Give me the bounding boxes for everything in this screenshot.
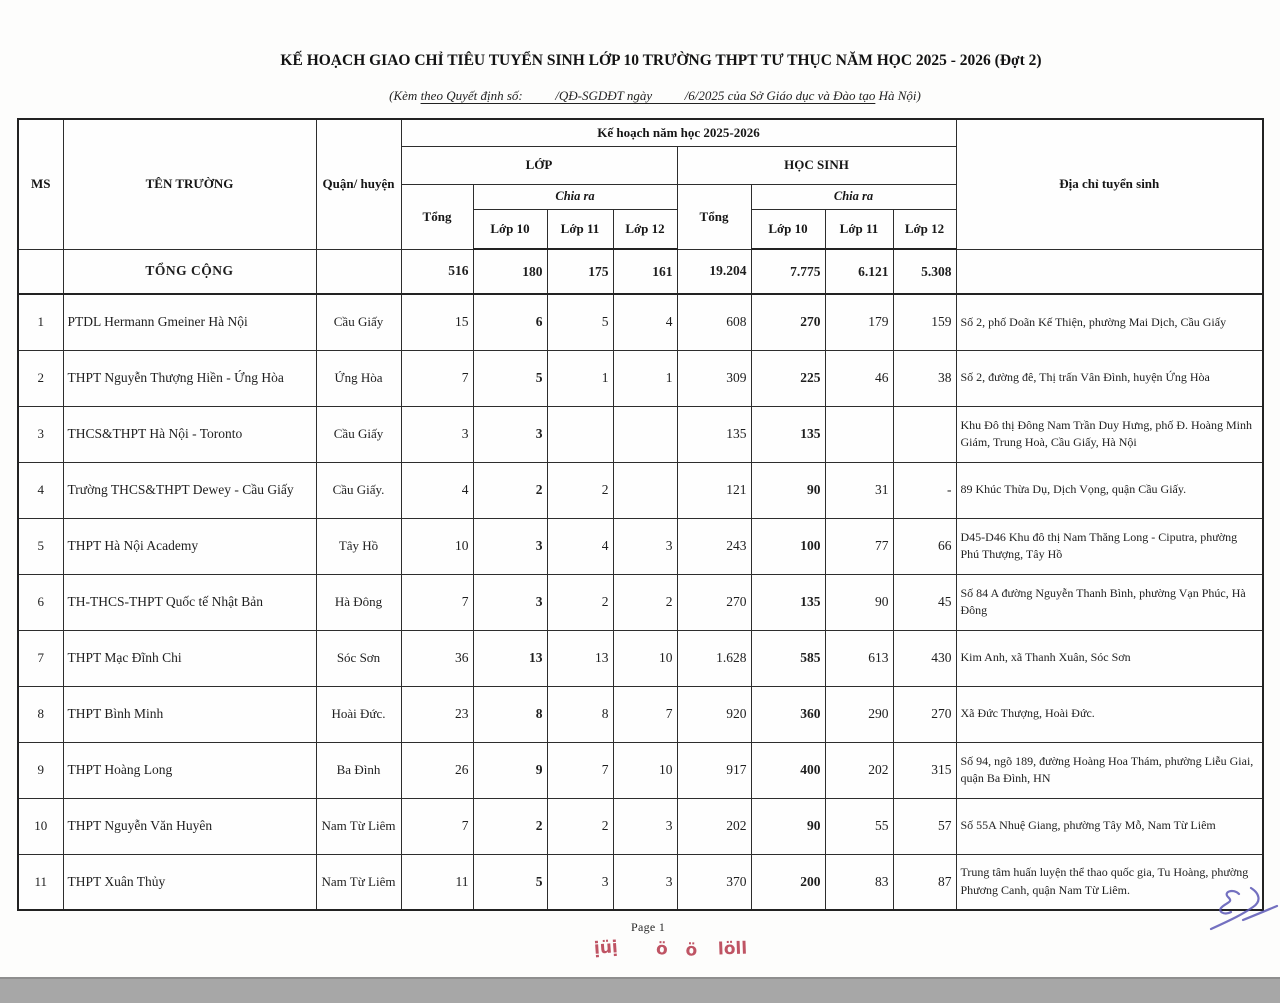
row-number: 200 — [751, 854, 825, 910]
table-row — [18, 462, 1263, 518]
row-number: 5 — [547, 294, 613, 350]
table-row — [18, 630, 1263, 686]
row-number: 83 — [825, 854, 893, 910]
scan-edge-bar — [0, 977, 1280, 1003]
row-address: Số 84 A đường Nguyễn Thanh Bình, phường Vạn Phúc, Hà Đông — [956, 574, 1263, 630]
row-number: 3 — [613, 854, 677, 910]
row-number: 7 — [401, 350, 473, 406]
page-title: KẾ HOẠCH GIAO CHỈ TIÊU TUYỂN SINH LỚP 10 TRƯỜNG THPT TƯ THỤC NĂM HỌC 2025 - 2026 (Đợt 2) — [280, 52, 1042, 69]
row-ms: 3 — [18, 406, 63, 462]
header-class-grade11: Lớp 11 — [547, 209, 613, 249]
table-row — [18, 798, 1263, 854]
row-number: 202 — [677, 798, 751, 854]
row-number: 135 — [751, 406, 825, 462]
row-number: 585 — [751, 630, 825, 686]
red-ink-scribble: ö ö — [655, 939, 704, 961]
row-number: 243 — [677, 518, 751, 574]
row-district: Hà Đông — [316, 574, 401, 630]
row-number: 13 — [473, 630, 547, 686]
row-number: 36 — [401, 630, 473, 686]
row-number: 9 — [473, 742, 547, 798]
row-number: 11 — [401, 854, 473, 910]
summary-class-g10: 180 — [473, 249, 547, 294]
header-student-grade10: Lớp 10 — [751, 209, 825, 249]
row-address: Số 2, đường đê, Thị trấn Vân Đình, huyện Ứng Hòa — [956, 350, 1263, 406]
summary-class-g12: 161 — [613, 249, 677, 294]
header-address: Địa chỉ tuyển sinh — [956, 119, 1263, 249]
row-number: 3 — [473, 518, 547, 574]
row-ms: 6 — [18, 574, 63, 630]
row-number: 45 — [893, 574, 956, 630]
row-number: 1 — [613, 350, 677, 406]
header-district: Quận/ huyện — [316, 119, 401, 249]
row-number: 26 — [401, 742, 473, 798]
table-body — [18, 249, 1263, 910]
row-number: 7 — [613, 686, 677, 742]
row-number: 917 — [677, 742, 751, 798]
row-number: 613 — [825, 630, 893, 686]
table-row — [18, 406, 1263, 462]
summary-class-total: 516 — [401, 249, 473, 294]
row-school-name: THPT Xuân Thủy — [63, 854, 316, 910]
row-number: 3 — [473, 574, 547, 630]
row-address: 89 Khúc Thừa Dụ, Dịch Vọng, quận Cầu Giấy. — [956, 462, 1263, 518]
row-ms: 8 — [18, 686, 63, 742]
subtitle-suffix: Hà Nội) — [875, 88, 921, 103]
row-district: Hoài Đức. — [316, 686, 401, 742]
row-district: Ba Đình — [316, 742, 401, 798]
row-address: Kim Anh, xã Thanh Xuân, Sóc Sơn — [956, 630, 1263, 686]
summary-address-empty — [956, 249, 1263, 294]
row-number: 7 — [547, 742, 613, 798]
row-school-name: TH-THCS-THPT Quốc tế Nhật Bản — [63, 574, 316, 630]
row-district: Cầu Giấy — [316, 294, 401, 350]
row-number: 4 — [547, 518, 613, 574]
row-number: 3 — [401, 406, 473, 462]
row-school-name: THPT Hoàng Long — [63, 742, 316, 798]
row-number: 90 — [751, 798, 825, 854]
row-number: 57 — [893, 798, 956, 854]
red-ink-scribble: löll — [717, 938, 748, 960]
header-class-group: LỚP — [401, 146, 677, 184]
row-number: 6 — [473, 294, 547, 350]
row-number: 7 — [401, 798, 473, 854]
row-number: 4 — [401, 462, 473, 518]
summary-ms-empty — [18, 249, 63, 294]
row-address: Khu Đô thị Đông Nam Trần Duy Hưng, phố Đ. Hoàng Minh Giám, Trung Hoà, Cầu Giấy, Hà Nội — [956, 406, 1263, 462]
table-row — [18, 742, 1263, 798]
header-ms: MS — [18, 119, 63, 249]
row-number: 225 — [751, 350, 825, 406]
page-number: Page 1 — [631, 920, 666, 934]
row-address: Số 55A Nhuệ Giang, phường Tây Mỗ, Nam Từ Liêm — [956, 798, 1263, 854]
row-number — [893, 406, 956, 462]
row-number — [613, 462, 677, 518]
row-number: 66 — [893, 518, 956, 574]
summary-label: TỔNG CỘNG — [63, 249, 316, 294]
summary-student-total: 19.204 — [677, 249, 751, 294]
row-number: 270 — [893, 686, 956, 742]
row-number: 100 — [751, 518, 825, 574]
row-number: 135 — [751, 574, 825, 630]
row-number: 159 — [893, 294, 956, 350]
subtitle-underlined: theo Quyết định số: /QĐ-SGDĐT ngày /6/2025 của Sở Giáo dục và Đào tạo — [420, 88, 876, 103]
row-school-name: THPT Bình Minh — [63, 686, 316, 742]
row-number: 370 — [677, 854, 751, 910]
row-number: 2 — [547, 798, 613, 854]
summary-student-g10: 7.775 — [751, 249, 825, 294]
row-number — [613, 406, 677, 462]
row-number: 77 — [825, 518, 893, 574]
row-number: 400 — [751, 742, 825, 798]
row-school-name: THPT Nguyễn Thượng Hiền - Ứng Hòa — [63, 350, 316, 406]
row-district: Nam Từ Liêm — [316, 798, 401, 854]
table-row — [18, 294, 1263, 350]
row-number: 4 — [613, 294, 677, 350]
row-number: 90 — [825, 574, 893, 630]
row-number: 309 — [677, 350, 751, 406]
subtitle-prefix: (Kèm — [389, 88, 421, 103]
row-number: 10 — [613, 742, 677, 798]
row-school-name: THPT Hà Nội Academy — [63, 518, 316, 574]
row-number: 38 — [893, 350, 956, 406]
table-row — [18, 574, 1263, 630]
row-school-name: PTDL Hermann Gmeiner Hà Nội — [63, 294, 316, 350]
header-student-group: HỌC SINH — [677, 146, 956, 184]
row-district: Nam Từ Liêm — [316, 854, 401, 910]
row-number — [547, 406, 613, 462]
row-ms: 4 — [18, 462, 63, 518]
row-address: Số 2, phố Doãn Kế Thiện, phường Mai Dịch, Cầu Giấy — [956, 294, 1263, 350]
row-number: 290 — [825, 686, 893, 742]
row-ms: 7 — [18, 630, 63, 686]
row-number: 46 — [825, 350, 893, 406]
row-ms: 10 — [18, 798, 63, 854]
row-number: 3 — [473, 406, 547, 462]
row-number: 87 — [893, 854, 956, 910]
row-address: Trung tâm huấn luyện thể thao quốc gia, Tu Hoàng, phường Phương Canh, quận Nam Từ Liêm. — [956, 854, 1263, 910]
header-student-grade11: Lớp 11 — [825, 209, 893, 249]
summary-student-g12: 5.308 — [893, 249, 956, 294]
row-number: 3 — [613, 518, 677, 574]
row-number: 270 — [751, 294, 825, 350]
row-number: 15 — [401, 294, 473, 350]
row-number: 1 — [547, 350, 613, 406]
row-number: 179 — [825, 294, 893, 350]
row-ms: 9 — [18, 742, 63, 798]
row-address: Số 94, ngõ 189, đường Hoàng Hoa Thám, phường Liễu Giai, quận Ba Đình, HN — [956, 742, 1263, 798]
row-ms: 11 — [18, 854, 63, 910]
row-number: 31 — [825, 462, 893, 518]
row-number: 920 — [677, 686, 751, 742]
enrollment-table — [17, 118, 1264, 911]
row-number: - — [893, 462, 956, 518]
header-class-grade10: Lớp 10 — [473, 209, 547, 249]
row-number: 270 — [677, 574, 751, 630]
row-number: 315 — [893, 742, 956, 798]
pen-signature-squiggle — [1193, 884, 1280, 942]
summary-student-g11: 6.121 — [825, 249, 893, 294]
row-district: Cầu Giấy — [316, 406, 401, 462]
summary-class-g11: 175 — [547, 249, 613, 294]
row-number: 3 — [613, 798, 677, 854]
summary-district-empty — [316, 249, 401, 294]
row-number: 13 — [547, 630, 613, 686]
row-number: 135 — [677, 406, 751, 462]
row-address: D45-D46 Khu đô thị Nam Thăng Long - Ciputra, phường Phú Thượng, Tây Hồ — [956, 518, 1263, 574]
row-number: 5 — [473, 350, 547, 406]
header-class-breakdown: Chia ra — [473, 184, 677, 209]
row-district: Tây Hồ — [316, 518, 401, 574]
row-number: 202 — [825, 742, 893, 798]
header-school: TÊN TRƯỜNG — [63, 119, 316, 249]
row-district: Ứng Hòa — [316, 350, 401, 406]
row-number: 2 — [613, 574, 677, 630]
row-school-name: THPT Nguyễn Văn Huyên — [63, 798, 316, 854]
row-number: 55 — [825, 798, 893, 854]
row-number: 23 — [401, 686, 473, 742]
row-ms: 5 — [18, 518, 63, 574]
row-number: 121 — [677, 462, 751, 518]
header-student-grade12: Lớp 12 — [893, 209, 956, 249]
header-plan: Kế hoạch năm học 2025-2026 — [401, 119, 956, 146]
row-number: 10 — [401, 518, 473, 574]
row-school-name: THCS&THPT Hà Nội - Toronto — [63, 406, 316, 462]
header-student-breakdown: Chia ra — [751, 184, 956, 209]
summary-row — [18, 249, 1263, 294]
red-ink-scribble: ịüị — [593, 937, 619, 959]
row-number: 7 — [401, 574, 473, 630]
row-number: 2 — [547, 574, 613, 630]
row-number: 10 — [613, 630, 677, 686]
table-row — [18, 518, 1263, 574]
row-district: Sóc Sơn — [316, 630, 401, 686]
table-header — [18, 119, 1263, 249]
header-class-grade12: Lớp 12 — [613, 209, 677, 249]
row-number: 1.628 — [677, 630, 751, 686]
page-subtitle — [0, 88, 1280, 104]
header-student-total: Tổng — [677, 184, 751, 249]
row-ms: 1 — [18, 294, 63, 350]
row-number: 360 — [751, 686, 825, 742]
row-number: 3 — [547, 854, 613, 910]
row-number: 2 — [473, 798, 547, 854]
row-number: 8 — [547, 686, 613, 742]
row-number: 608 — [677, 294, 751, 350]
row-school-name: Trường THCS&THPT Dewey - Cầu Giấy — [63, 462, 316, 518]
table-row — [18, 686, 1263, 742]
row-number: 2 — [547, 462, 613, 518]
row-number: 90 — [751, 462, 825, 518]
row-number — [825, 406, 893, 462]
row-number: 8 — [473, 686, 547, 742]
header-class-total: Tổng — [401, 184, 473, 249]
row-address: Xã Đức Thượng, Hoài Đức. — [956, 686, 1263, 742]
row-school-name: THPT Mạc Đĩnh Chi — [63, 630, 316, 686]
row-number: 5 — [473, 854, 547, 910]
row-number: 2 — [473, 462, 547, 518]
table-row — [18, 350, 1263, 406]
row-number: 430 — [893, 630, 956, 686]
row-ms: 2 — [18, 350, 63, 406]
row-district: Cầu Giấy. — [316, 462, 401, 518]
table-row — [18, 854, 1263, 910]
